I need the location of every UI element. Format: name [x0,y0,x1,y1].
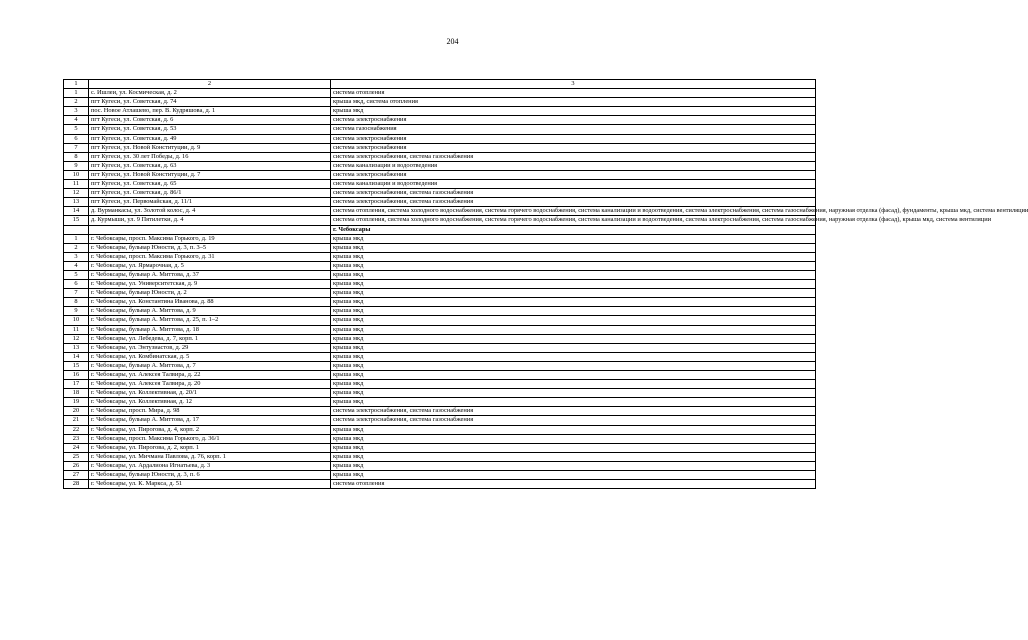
row-number: 14 [64,207,89,216]
row-address: г. Чебоксары, ул. Мичмана Павлова, д. 76, корп. 1 [89,452,331,461]
table-row [64,252,816,261]
column-number-row [64,80,816,89]
row-works: крыша мкд, система отопления [331,98,816,107]
row-address: г. Чебоксары, ул. Ярмарочная, д. 5 [89,261,331,270]
row-address: г. Чебоксары, просп. Максима Горького, д. 36/1 [89,434,331,443]
row-address: г. Чебоксары, бульвар А. Миттова, д. 17 [89,416,331,425]
table-row [64,461,816,470]
row-number: 13 [64,198,89,207]
row-number: 23 [64,434,89,443]
row-number: 2 [64,243,89,252]
table-row [64,270,816,279]
row-address: пгт Кугеси, ул. Первомайская, д. 11/1 [89,198,331,207]
table-row [64,434,816,443]
table-row [64,425,816,434]
table-row [64,325,816,334]
row-address: пгт Кугеси, ул. Советская, д. 74 [89,98,331,107]
row-number: 12 [64,189,89,198]
row-works: система электроснабжения, система газоснабжения [331,189,816,198]
table-row [64,170,816,179]
row-address: г. Чебоксары, ул. Коллективная, д. 12 [89,398,331,407]
row-address: г. Чебоксары, просп. Мира, д. 98 [89,407,331,416]
row-address: пгт Кугеси, ул. Советская, д. 63 [89,161,331,170]
row-address: г. Чебоксары, ул. Пирогова, д. 2, корп. 1 [89,443,331,452]
row-number: 5 [64,270,89,279]
row-address: пгт Кугеси, ул. Советская, д. 86/1 [89,189,331,198]
table-row [64,161,816,170]
row-address: г. Чебоксары, ул. К. Маркса, д. 51 [89,480,331,489]
row-works: система отопления [331,480,816,489]
row-address: пгт Кугеси, ул. Советская, д. 6 [89,116,331,125]
table-row [64,143,816,152]
row-address: г. Чебоксары, просп. Максима Горького, д. 31 [89,252,331,261]
row-address: г. Чебоксары, бульвар А. Миттова, д. 25, п. 1–2 [89,316,331,325]
row-number: 21 [64,416,89,425]
row-address: г. Чебоксары, ул. Ардалиона Игнатьева, д. 3 [89,461,331,470]
row-number: 9 [64,161,89,170]
table-row [64,216,816,225]
row-works: система электроснабжения, система газоснабжения [331,198,816,207]
row-address: г. Чебоксары, бульвар А. Миттова, д. 7 [89,361,331,370]
row-address: г. Чебоксары, ул. Алексея Талвира, д. 22 [89,371,331,380]
row-works: крыша мкд [331,298,816,307]
section-row [64,225,816,234]
table-row [64,134,816,143]
row-number: 7 [64,289,89,298]
table-row [64,343,816,352]
row-works: крыша мкд [331,307,816,316]
table-row [64,361,816,370]
row-number: 17 [64,380,89,389]
row-works: крыша мкд [331,443,816,452]
row-number: 15 [64,216,89,225]
row-works: система электроснабжения, система газоснабжения [331,416,816,425]
table-row [64,452,816,461]
row-works: система канализации и водоотведения [331,180,816,189]
row-works: крыша мкд [331,270,816,279]
table-row [64,207,816,216]
table-row [64,307,816,316]
row-works: система отопления [331,89,816,98]
row-number: 6 [64,280,89,289]
row-works: система отопления, система холодного водоснабжения, система горячего водоснабжения, система канализации и водоотведения, система электроснабжения, система газоснабжения, наружная отделка (фасад), фундаменты, крыша мкд, система вентиляции [331,207,816,216]
row-works: крыша мкд [331,352,816,361]
row-number: 28 [64,480,89,489]
row-address: г. Чебоксары, бульвар А. Миттова, д. 18 [89,325,331,334]
row-number: 15 [64,361,89,370]
row-works: крыша мкд [331,334,816,343]
row-address: г. Чебоксары, ул. Алексея Талвира, д. 20 [89,380,331,389]
table-row [64,243,816,252]
row-number: 22 [64,425,89,434]
row-works: крыша мкд [331,243,816,252]
row-number: 16 [64,371,89,380]
row-works: крыша мкд [331,371,816,380]
table-row [64,398,816,407]
table-row [64,316,816,325]
row-works: система электроснабжения, система газоснабжения [331,152,816,161]
row-address: д. Курмыши, ул. 9 Пятилетки, д. 4 [89,216,331,225]
row-works: система электроснабжения [331,134,816,143]
table-row [64,180,816,189]
column-number-3: 3 [331,80,816,89]
table-row [64,280,816,289]
row-number: 11 [64,180,89,189]
row-address: г. Чебоксары, ул. Пирогова, д. 4, корп. 2 [89,425,331,434]
row-number: 25 [64,452,89,461]
row-address: г. Чебоксары, ул. Лебедева, д. 7, корп. 1 [89,334,331,343]
row-number: 13 [64,343,89,352]
row-address: пгт Кугеси, ул. Советская, д. 49 [89,134,331,143]
row-number: 8 [64,152,89,161]
section-title: г. Чебоксары [331,225,816,234]
table-row [64,198,816,207]
registry-table-body [64,80,1028,489]
row-number: 19 [64,398,89,407]
table-row [64,116,816,125]
row-works: крыша мкд [331,361,816,370]
row-address: г. Чебоксары, ул. Комбинатская, д. 5 [89,352,331,361]
row-address: г. Чебоксары, ул. Коллективная, д. 20/1 [89,389,331,398]
row-works: система отопления, система холодного водоснабжения, система горячего водоснабжения, система канализации и водоотведения, система электроснабжения, система газоснабжения, наружная отделка (фасад), крыша мкд, система вентиляции [331,216,816,225]
row-address: г. Чебоксары, ул. Энтузиастов, д. 29 [89,343,331,352]
table-row [64,480,816,489]
row-address: с. Ишлеи, ул. Космическая, д. 2 [89,89,331,98]
row-address: пгт Кугеси, ул. Советская, д. 53 [89,125,331,134]
row-address: пгт Кугеси, ул. 30 лет Победы, д. 16 [89,152,331,161]
table-row [64,125,816,134]
table-row [64,107,816,116]
table-row [64,289,816,298]
row-works: крыша мкд [331,389,816,398]
section-empty-cell [64,225,89,234]
row-number: 27 [64,471,89,480]
row-number: 7 [64,143,89,152]
row-address: г. Чебоксары, бульвар А. Миттова, д. 37 [89,270,331,279]
row-works: система газоснабжения [331,125,816,134]
column-number-1: 1 [64,80,89,89]
row-works: крыша мкд [331,325,816,334]
row-number: 5 [64,125,89,134]
row-number: 10 [64,316,89,325]
row-works: система электроснабжения [331,116,816,125]
table-row [64,298,816,307]
row-address: г. Чебоксары, бульвар Юности, д. 3, п. 3–5 [89,243,331,252]
row-works: крыша мкд [331,343,816,352]
row-address: г. Чебоксары, бульвар Юности, д. 2 [89,289,331,298]
row-address: г. Чебоксары, ул. Университетская, д. 9 [89,280,331,289]
row-works: крыша мкд [331,452,816,461]
row-address: пгт Кугеси, ул. Советская, д. 65 [89,180,331,189]
section-empty-cell [89,225,331,234]
table-row [64,89,816,98]
row-number: 26 [64,461,89,470]
row-address: пос. Новое Атлашево, пер. В. Кудряшова, д. 1 [89,107,331,116]
row-address: г. Чебоксары, ул. Константина Иванова, д. 88 [89,298,331,307]
registry-table [63,79,1028,489]
row-works: система электроснабжения [331,170,816,179]
row-number: 1 [64,89,89,98]
row-number: 14 [64,352,89,361]
table-row [64,443,816,452]
row-address: г. Чебоксары, бульвар А. Миттова, д. 9 [89,307,331,316]
column-number-2: 2 [89,80,331,89]
row-works: система электроснабжения, система газоснабжения [331,407,816,416]
table-row [64,416,816,425]
row-works: крыша мкд [331,316,816,325]
row-number: 20 [64,407,89,416]
row-works: крыша мкд [331,234,816,243]
row-works: крыша мкд [331,398,816,407]
row-works: крыша мкд [331,252,816,261]
row-address: пгт Кугеси, ул. Новой Конституции, д. 7 [89,170,331,179]
row-works: крыша мкд [331,425,816,434]
row-works: крыша мкд [331,107,816,116]
row-works: крыша мкд [331,461,816,470]
row-address: г. Чебоксары, бульвар Юности, д. 3, п. 6 [89,471,331,480]
table-row [64,389,816,398]
row-number: 11 [64,325,89,334]
row-number: 4 [64,261,89,270]
table-row [64,98,816,107]
row-number: 8 [64,298,89,307]
row-number: 6 [64,134,89,143]
row-works: крыша мкд [331,471,816,480]
row-number: 4 [64,116,89,125]
row-works: система канализации и водоотведения [331,161,816,170]
table-row [64,261,816,270]
table-row [64,380,816,389]
row-works: крыша мкд [331,434,816,443]
row-works: крыша мкд [331,261,816,270]
row-number: 3 [64,252,89,261]
row-works: крыша мкд [331,380,816,389]
row-works: крыша мкд [331,289,816,298]
table-row [64,371,816,380]
row-address: г. Чебоксары, просп. Максима Горького, д. 19 [89,234,331,243]
table-row [64,407,816,416]
row-address: д. Вурманкасы, ул. Золотой колос, д. 4 [89,207,331,216]
table-row [64,334,816,343]
row-number: 3 [64,107,89,116]
table-row [64,352,816,361]
row-works: крыша мкд [331,280,816,289]
table-row [64,471,816,480]
table-row [64,152,816,161]
row-address: пгт Кугеси, ул. Новой Конституции, д. 9 [89,143,331,152]
row-number: 12 [64,334,89,343]
row-number: 24 [64,443,89,452]
row-number: 9 [64,307,89,316]
page-number: 204 [446,37,459,46]
row-works: система электроснабжения [331,143,816,152]
row-number: 10 [64,170,89,179]
row-number: 1 [64,234,89,243]
table-row [64,234,816,243]
row-number: 18 [64,389,89,398]
row-number: 2 [64,98,89,107]
table-row [64,189,816,198]
